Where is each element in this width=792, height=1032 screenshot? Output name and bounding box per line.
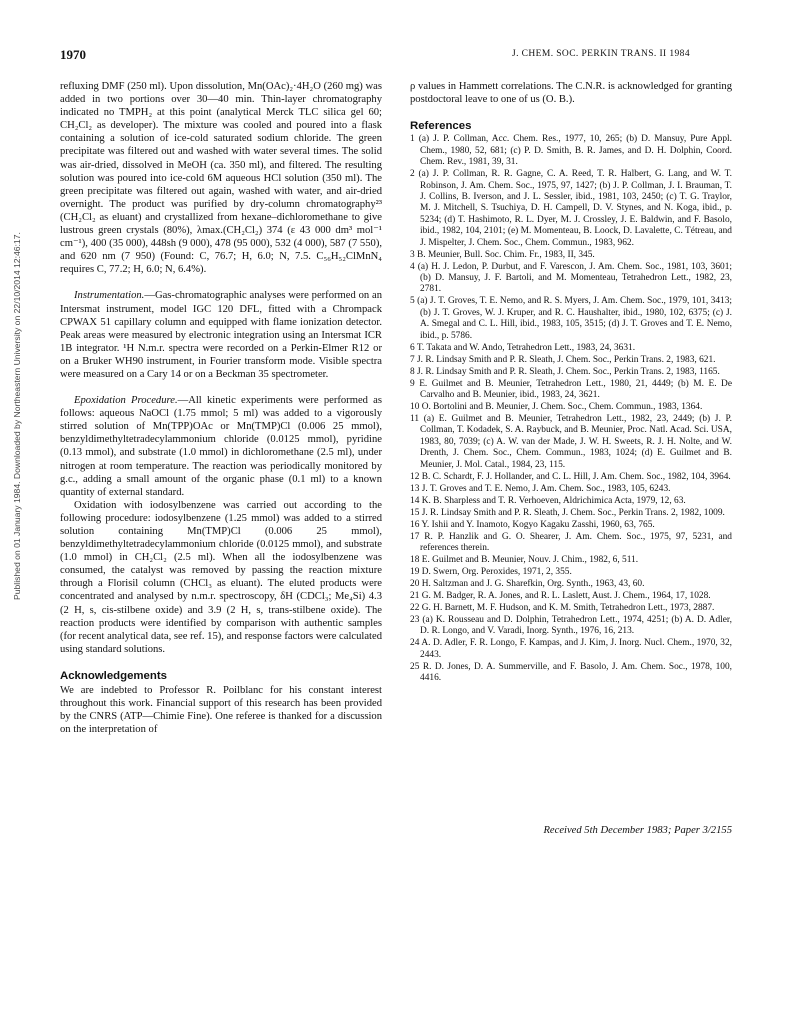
- reference-item: 3 B. Meunier, Bull. Soc. Chim. Fr., 1983, II, 345.: [410, 249, 595, 260]
- reference-item: 8 J. R. Lindsay Smith and P. R. Sleath, J. Chem. Soc., Perkin Trans. 2, 1983, 1165.: [410, 366, 720, 377]
- reference-item: 14 K. B. Sharpless and T. R. Verhoeven, Aldrichimica Acta, 1979, 12, 63.: [410, 495, 686, 506]
- reference-item: 25 R. D. Jones, D. A. Summerville, and F. Basolo, J. Am. Chem. Soc., 1978, 100, 4416.: [410, 661, 732, 684]
- synthesis-paragraph: refluxing DMF (250 ml). Upon dissolution, Mn(OAc)₂·4H₂O (260 mg) was added in two portions over 30—40 min. Thin-layer chromatography indicated no TMPH₂ at this point (analytical Merck TLC silica gel 60; CH₂Cl₂ as developer). The mixture was cooled and poured into a flask containing a solution of ice-cold saturated sodium chloride. The green precipitate was filtered out and washed with water several times. The solid was air-dried, dissolved in MeOH (ca. 350 ml), and filtered. The resulting solution was poured into ice-cold 6M aqueous HCl solution (350 ml). The green precipitate was filtered out again, washed with water, and air-dried overnight. The product was purified by dry-column chromatography²³ (CH₂Cl₂ as eluant) and crystallized from hexane–dichloromethane to give lustrous green crystals (80%), λmax.(CH₂Cl₂) 374 (ε 43 000 dm³ mol⁻¹ cm⁻¹), 400 (35 000), 448sh (9 000), 478 (95 000), 532 (4 000), 587 (7 550), and 620 nm (7 950) (Found: C, 76.7; H, 6.0; N, 7.5. C₅₆H₅₂ClMnN₄ requires C, 77.2; H, 6.0; N, 6.4%).: [60, 81, 382, 276]
- instrumentation-body: —Gas-chromatographic analyses were performed on an Intersmat instrument, model IGC 120 DFL, fitted with a Chrompack CPWAX 51 capillary column and equipped with flame ionization detector. Peak areas were measured by electronic integration using an Intersmat ICR 1B integrator. ¹H N.m.r. spectra were recorded on a Perkin-Elmer R12 or on a Bruker WH90 instrument, in Fourier transform mode. Visible spectra were measured on a Cary 14 or on a Beckman 35 spectrometer.: [60, 290, 382, 380]
- reference-item: 20 H. Saltzman and J. G. Sharefkin, Org. Synth., 1963, 43, 60.: [410, 579, 645, 589]
- reference-item: 22 G. H. Barnett, M. F. Hudson, and K. M. Smith, Tetrahedron Lett., 1973, 2887.: [410, 603, 715, 613]
- references-heading: References: [410, 120, 472, 133]
- reference-item: 18 E. Guilmet and B. Meunier, Nouv. J. Chim., 1982, 6, 511.: [410, 555, 639, 565]
- download-watermark: [0, 0, 24, 1032]
- reference-item: 4 (a) H. J. Ledon, P. Durbut, and F. Varescon, J. Am. Chem. Soc., 1981, 103, 3601; (b) D. Mansuy, J. F. Bartoli, and M. Momenteau, Tetrahedron Lett., 1982, 23, 2781.: [410, 261, 732, 295]
- reference-item: 10 O. Bortolini and B. Meunier, J. Chem. Soc., Chem. Commun., 1983, 1364.: [410, 401, 703, 412]
- page-number: 1970: [60, 47, 86, 62]
- right-column: [410, 80, 732, 685]
- reference-item: 23 (a) K. Rousseau and D. Dolphin, Tetrahedron Lett., 1974, 4251; (b) A. D. Adler, D. R. Longo, and V. Varadi, Inorg. Synth., 1976, 16, 213.: [410, 615, 732, 637]
- reference-item: 7 J. R. Lindsay Smith and P. R. Sleath, J. Chem. Soc., Perkin Trans. 2, 1983, 621.: [410, 354, 716, 365]
- references-list: [410, 134, 732, 684]
- reference-item: 17 R. P. Hanzlik and G. O. Shearer, J. Am. Chem. Soc., 1975, 97, 5231, and references therein.: [410, 531, 732, 553]
- oxidation-paragraph: Oxidation with iodosylbenzene was carried out according to the following procedure: iodosylbenzene (1.25 mmol) was added to a stirred solution containing Mn(TMP)Cl (0.006 25 mmol), benzyldimethyltetradecylammonium chloride (0.0125 mmol), and substrate (1.0 mmol) in CH₂Cl₂ (2.5 ml). When all the iodosylbenzene was consumed, the catalyst was removed by passing the reaction mixture through a Florisil column (CHCl₃ as eluant). The eluted products were concentrated and analysed by n.m.r. spectroscopy, δH (CDCl₃; Me₄Si) 4.3 (2 H, s, cis-stilbene oxide) and 3.9 (2 H, s, trans-stilbene oxide). The reaction products were identified by comparison with authentic samples (for recent analytical data, see ref. 15), and response factors were calculated using standard solutions.: [60, 499, 382, 655]
- reference-item: 2 (a) J. P. Collman, R. R. Gagne, C. A. Reed, T. R. Halbert, G. Lang, and W. T. Robinson, J. Am. Chem. Soc., 1975, 97, 1427; (b) J. P. Collman, J. I. Brauman, T. J. Collins, B. Iverson, and J. L. Sessler, ibid., 1981, 103, 2450; (c) T. G. Traylor, M. J. Mitchell, S. Tsuchiya, D. H. Campell, D. V. Stynes, and N. Koga, ibid., p. 5234; (d) T. Hashimoto, R. L. Dyer, M. J. Crossley, J. E. Baldwin, and F. Basolo, ibid., 1982, 104, 2101; (e) M. Momenteau, B. Loock, D. Lavalette, C. Tétreau, and J. Mispelter, J. Chem. Soc., Chem. Commun., 1983, 962.: [410, 169, 732, 248]
- reference-item: 16 Y. Ishii and Y. Inamoto, Kogyo Kagaku Zasshi, 1960, 63, 765.: [410, 519, 655, 530]
- reference-item: 21 G. M. Badger, R. A. Jones, and R. L. Laslett, Aust. J. Chem., 1964, 17, 1028.: [410, 591, 711, 601]
- continuation-paragraph: ρ values in Hammett correlations. The C.N.R. is acknowledged for granting postdoctoral leave to one of us (O. B.).: [410, 81, 732, 106]
- reference-item: 13 J. T. Groves and T. E. Nemo, J. Am. Chem. Soc., 1983, 105, 6243.: [410, 483, 671, 494]
- reference-item: 15 J. R. Lindsay Smith and P. R. Sleath, J. Chem. Soc., Perkin Trans. 2, 1982, 1009.: [410, 507, 725, 518]
- left-column: [60, 80, 382, 736]
- acknowledgements-heading: Acknowledgements: [60, 669, 167, 682]
- reference-item: 6 T. Takata and W. Ando, Tetrahedron Lett., 1983, 24, 3631.: [410, 342, 636, 353]
- reference-item: 19 D. Swern, Org. Peroxides, 1971, 2, 355.: [410, 567, 572, 577]
- download-watermark-text: Published on 01 January 1984. Downloaded by Northeastern University on 22/10/2014 12:46:17.: [12, 232, 22, 600]
- reference-item: 24 A. D. Adler, F. R. Longo, F. Kampas, and J. Kim, J. Inorg. Nucl. Chem., 1970, 32, 2443.: [410, 638, 732, 660]
- acknowledgements-body: We are indebted to Professor R. Poilblanc for his constant interest throughout this work. Financial support of this research has been provided by the CNRS (ATP—Chimie Fine). One referee is thanked for a discussion on the interpretation of: [60, 685, 382, 736]
- instrumentation-paragraph: [60, 289, 382, 381]
- reference-item: 5 (a) J. T. Groves, T. E. Nemo, and R. S. Myers, J. Am. Chem. Soc., 1979, 101, 3413; (b) J. T. Groves, W. J. Kruper, and R. C. Haushalter, ibid., 1980, 102, 6375; (c) J. A. Smegal and C. L. Hill, ibid., 1983, 105, 3515; (d) J. T. Groves and T. E. Nemo, ibid., p. 5786.: [410, 296, 732, 341]
- reference-item: 1 (a) J. P. Collman, Acc. Chem. Res., 1977, 10, 265; (b) D. Mansuy, Pure Appl. Chem., 1980, 52, 681; (c) P. D. Smith, B. R. James, and D. H. Dolphin, Coord. Chem. Rev., 1981, 39, 31.: [410, 134, 732, 168]
- epoxidation-title: Epoxidation Procedure.: [74, 395, 178, 407]
- epoxidation-paragraph: [60, 394, 382, 499]
- received-line: Received 5th December 1983; Paper 3/2155: [543, 825, 732, 836]
- instrumentation-title: Instrumentation.: [74, 290, 145, 302]
- reference-item: 9 E. Guilmet and B. Meunier, Tetrahedron Lett., 1980, 21, 4449; (b) M. E. De Carvalho and B. Meunier, ibid., 1983, 24, 3621.: [410, 378, 732, 400]
- epoxidation-body: —All kinetic experiments were performed as follows: aqueous NaOCl (1.75 mmol; 5 ml) was added to a vigorously stirred solution of Mn(TPP)OAc or Mn(TMP)Cl (0.006 25 mmol), benzyldimethyltetradecylammonium chloride (0.0125 mmol), pyridine (0.13 mmol), and substrate (1.0 mmol) in dichloromethane (2.5 ml), under nitrogen at room temperature. The reaction was periodically monitored by g.c., adding a small amount of the organic phase (0.1 ml) to a known quantity of external standard.: [60, 395, 382, 498]
- reference-item: 11 (a) E. Guilmet and B. Meunier, Tetrahedron Lett., 1982, 23, 2449; (b) J. P. Collman, T. Kodadek, S. A. Raybuck, and B. Meunier, Proc. Natl. Acad. Sci. USA, 1983, 80, 7039; (c) A. W. van der Made, J. W. H. Sweets, R. J. H. Nolte, and W. Drenth, J. Chem. Soc., Chem. Commun., 1983, 1024; (d) E. Guilmet and B. Meunier, J. Mol. Catal., 1984, 23, 115.: [410, 413, 732, 470]
- running-head: J. CHEM. SOC. PERKIN TRANS. II 1984: [512, 49, 690, 59]
- reference-item: 12 B. C. Schardt, F. J. Hollander, and C. L. Hill, J. Am. Chem. Soc., 1982, 104, 3964.: [410, 471, 731, 482]
